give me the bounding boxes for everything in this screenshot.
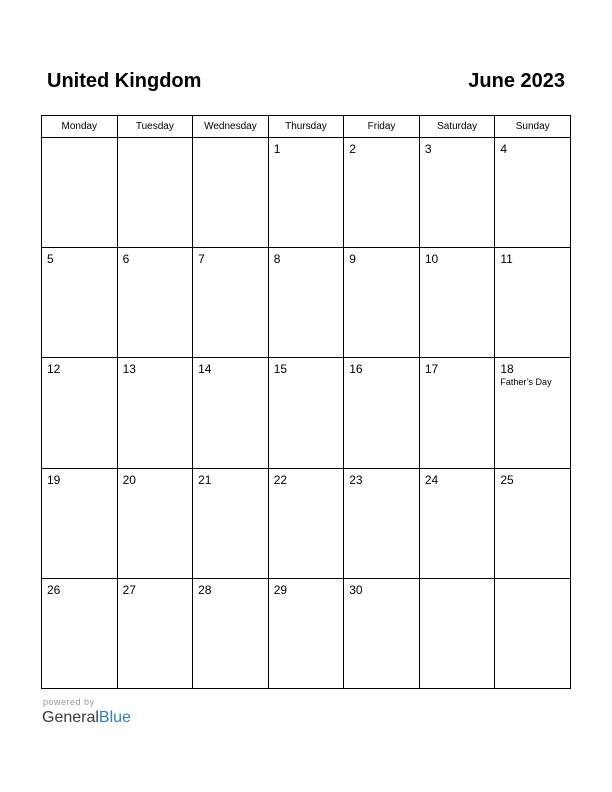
day-number: 5 <box>47 252 54 267</box>
day-cell <box>117 138 193 248</box>
day-cell <box>268 248 344 358</box>
day-number: 16 <box>349 362 363 377</box>
day-cell <box>344 358 420 468</box>
day-number <box>495 579 570 584</box>
week-row <box>42 358 571 468</box>
day-number: 26 <box>47 582 61 597</box>
brand-general-text: General <box>42 709 99 726</box>
day-number: 9 <box>349 252 356 267</box>
day-number <box>420 579 495 584</box>
generalblue-logo[interactable] <box>42 709 131 727</box>
day-number: 20 <box>122 472 136 487</box>
powered-by-text: powered by <box>43 697 95 707</box>
day-cell <box>42 248 118 358</box>
day-number: 18 <box>500 362 514 377</box>
day-cell <box>193 578 269 688</box>
day-number: 4 <box>500 142 508 156</box>
day-number: 10 <box>424 252 439 267</box>
day-cell <box>344 468 420 578</box>
day-number: 24 <box>424 472 439 487</box>
day-number: 22 <box>273 472 288 487</box>
day-number: 8 <box>273 252 281 267</box>
weekday-header: Tuesday <box>117 116 193 138</box>
day-number: 1 <box>273 142 281 156</box>
day-cell <box>268 358 344 468</box>
day-cell <box>344 248 420 358</box>
weekday-header-row <box>42 116 571 138</box>
day-number <box>42 138 117 143</box>
day-number: 6 <box>122 252 130 267</box>
day-cell <box>42 358 118 468</box>
day-cell <box>419 578 495 688</box>
day-number: 14 <box>198 362 212 377</box>
day-number: 27 <box>122 582 136 597</box>
weekday-header: Sunday <box>495 116 571 138</box>
day-cell <box>117 468 193 578</box>
week-row <box>42 138 571 248</box>
calendar-grid <box>41 115 571 689</box>
day-number: 23 <box>349 472 363 487</box>
day-cell <box>268 468 344 578</box>
brand-blue-text: Blue <box>98 709 131 726</box>
day-number: 3 <box>424 142 432 156</box>
day-cell <box>268 578 344 688</box>
day-number <box>118 138 193 143</box>
weekday-header: Monday <box>42 116 118 138</box>
day-number: 29 <box>273 582 288 597</box>
day-cell <box>419 358 495 468</box>
day-cell <box>419 468 495 578</box>
day-cell <box>42 468 118 578</box>
week-row <box>42 578 571 688</box>
weekday-header: Saturday <box>419 116 495 138</box>
day-number: 12 <box>47 362 61 377</box>
day-cell <box>42 138 118 248</box>
day-cell <box>117 578 193 688</box>
holiday-label: Father’s Day <box>500 377 552 388</box>
day-cell <box>495 138 571 248</box>
month-year-title: June 2023 <box>468 70 565 92</box>
day-number: 30 <box>349 582 363 597</box>
day-cell <box>42 578 118 688</box>
weekday-header: Wednesday <box>193 116 269 138</box>
country-title: United Kingdom <box>47 70 202 92</box>
day-number: 25 <box>500 472 514 487</box>
day-cell <box>495 578 571 688</box>
day-cell <box>495 358 571 468</box>
day-cell <box>419 248 495 358</box>
day-cell <box>117 358 193 468</box>
week-row <box>42 468 571 578</box>
day-cell <box>193 358 269 468</box>
day-number: 7 <box>198 252 205 267</box>
day-cell <box>344 138 420 248</box>
day-cell <box>344 578 420 688</box>
day-cell <box>117 248 193 358</box>
weekday-header: Thursday <box>268 116 344 138</box>
day-number: 2 <box>349 142 356 156</box>
day-number: 13 <box>122 362 136 377</box>
day-cell <box>268 138 344 248</box>
week-row <box>42 248 571 358</box>
day-cell <box>495 248 571 358</box>
day-cell <box>419 138 495 248</box>
day-number: 11 <box>500 252 513 267</box>
day-number: 19 <box>47 472 61 487</box>
day-number: 21 <box>198 472 212 487</box>
day-cell <box>193 248 269 358</box>
day-cell <box>193 138 269 248</box>
day-number: 28 <box>198 582 212 597</box>
day-number <box>193 138 268 143</box>
weekday-header: Friday <box>344 116 420 138</box>
day-cell <box>193 468 269 578</box>
day-number: 17 <box>424 362 439 377</box>
day-cell <box>495 468 571 578</box>
day-number: 15 <box>273 362 288 377</box>
